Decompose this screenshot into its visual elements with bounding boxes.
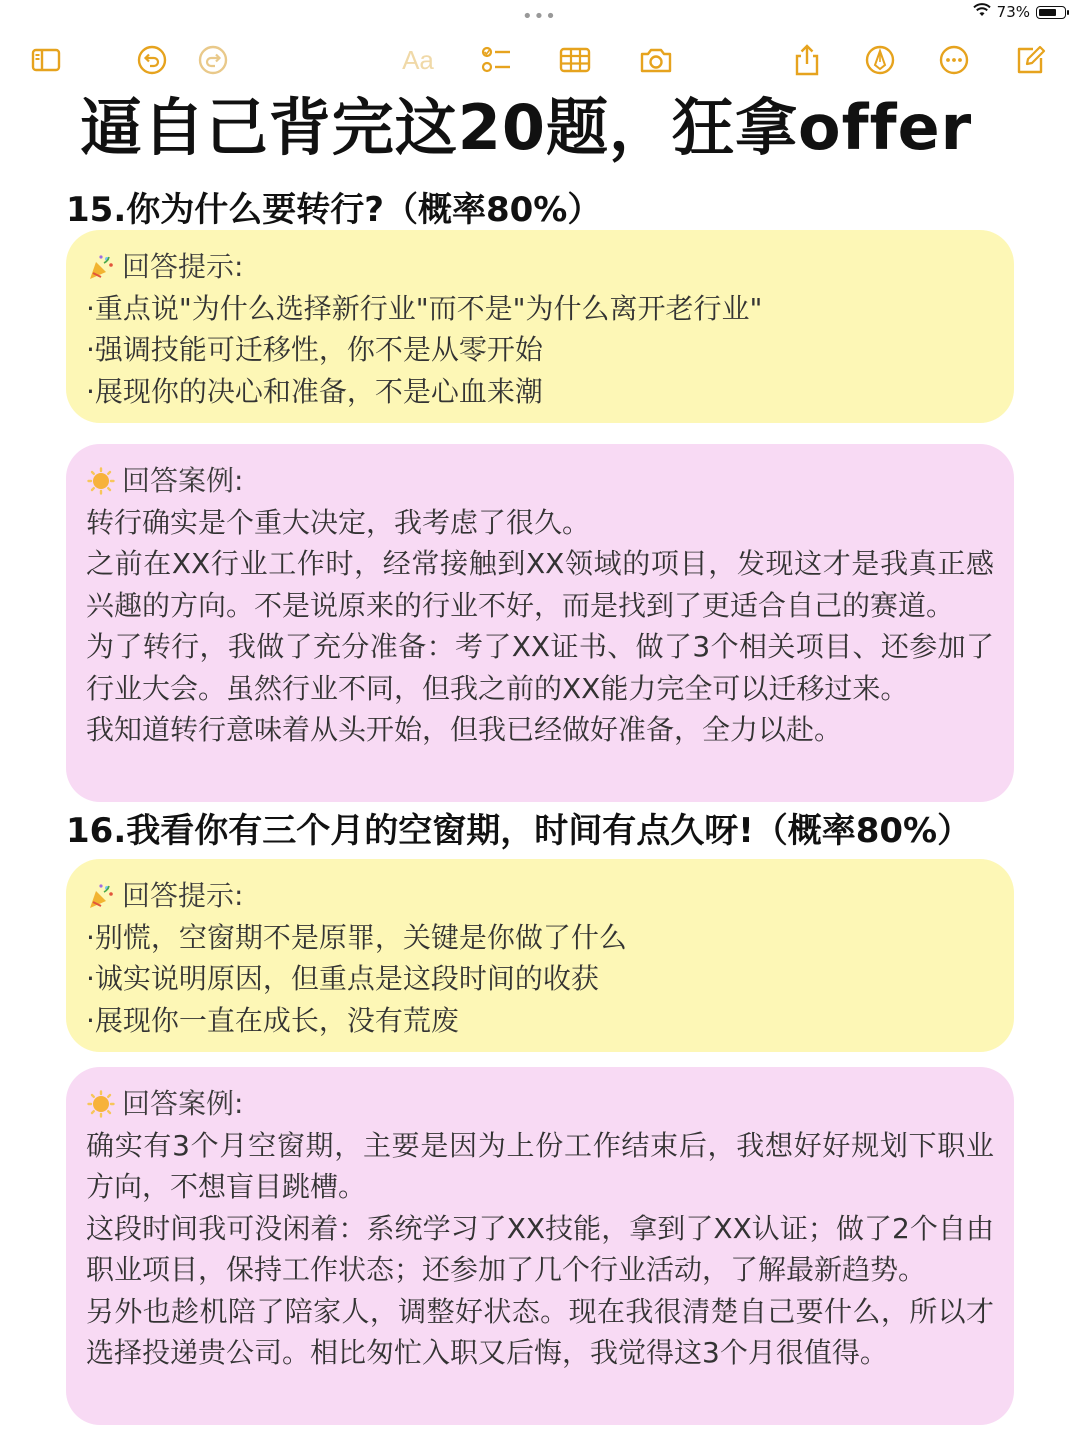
tip-item: ·别慌，空窗期不是原罪，关键是你做了什么 <box>86 920 627 954</box>
markup-pen-icon <box>863 43 897 77</box>
more-options-button[interactable] <box>934 40 974 80</box>
compose-icon <box>1013 43 1047 77</box>
redo-button[interactable] <box>193 40 233 80</box>
tip-item: ·重点说"为什么选择新行业"而不是"为什么离开老行业" <box>86 291 763 325</box>
example-paragraph: 之前在XX行业工作时，经常接触到XX领域的项目，发现这才是我真正感兴趣的方向。不是说原来的行业不好，而是找到了更适合自己的赛道。 <box>86 547 994 622</box>
tips-card[interactable] <box>66 230 1014 423</box>
question-heading[interactable]: 15.你为什么要转行?（概率80%） <box>66 190 602 230</box>
example-card[interactable] <box>66 444 1014 802</box>
undo-button[interactable] <box>132 40 172 80</box>
question-heading[interactable]: 16.我看你有三个月的空窗期，时间有点久呀!（概率80%） <box>66 811 972 851</box>
multitasking-dots[interactable]: ••• <box>522 6 557 27</box>
example-paragraph: 转行确实是个重大决定，我考虑了很久。 <box>86 505 591 539</box>
status-bar <box>0 0 1080 28</box>
example-header <box>86 460 994 502</box>
table-icon <box>558 43 592 77</box>
tips-card[interactable] <box>66 859 1014 1052</box>
battery-level <box>1039 9 1056 16</box>
notes-toolbar <box>0 40 1080 80</box>
tip-item: ·展现你一直在成长，没有荒废 <box>86 1003 459 1037</box>
tips-title: 回答提示: <box>122 879 244 912</box>
sidebar-toggle-button[interactable] <box>26 40 66 80</box>
text-format-button[interactable]: Aa <box>402 44 434 75</box>
party-popper-icon <box>86 881 116 911</box>
battery-icon <box>1036 6 1066 19</box>
tip-item: ·强调技能可迁移性，你不是从零开始 <box>86 333 543 366</box>
camera-icon <box>639 43 673 77</box>
note-title[interactable]: 逼自己背完这20题，狂拿offer <box>79 91 973 164</box>
sidebar-icon <box>29 43 63 77</box>
new-note-button[interactable] <box>1010 40 1050 80</box>
share-button[interactable] <box>787 40 827 80</box>
example-title: 回答案例: <box>122 1087 244 1120</box>
example-paragraph: 另外也趁机陪了陪家人，调整好状态。现在我很清楚自己要什么，所以才选择投递贵公司。相比匆忙入职又后悔，我觉得这3个月很值得。 <box>86 1294 994 1369</box>
markup-button[interactable] <box>860 40 900 80</box>
sun-icon <box>86 1089 116 1119</box>
example-paragraph: 这段时间我可没闲着：系统学习了XX技能，拿到了XX认证；做了2个自由职业项目，保持工作状态；还参加了几个行业活动，了解最新趋势。 <box>86 1211 994 1286</box>
ellipsis-icon <box>937 43 971 77</box>
share-icon <box>790 43 824 77</box>
redo-icon <box>196 43 230 77</box>
example-header <box>86 1083 994 1125</box>
undo-icon <box>135 43 169 77</box>
tip-item: ·展现你的决心和准备，不是心血来潮 <box>86 374 543 408</box>
example-title: 回答案例: <box>122 464 244 497</box>
battery-percent: 73% <box>996 3 1030 21</box>
example-card[interactable] <box>66 1067 1014 1425</box>
example-paragraph: 确实有3个月空窗期，主要是因为上份工作结束后，我想好好规划下职业方向，不想盲目跳槽。 <box>86 1128 994 1203</box>
table-button[interactable] <box>555 40 595 80</box>
camera-button[interactable] <box>636 40 676 80</box>
example-paragraph: 为了转行，我做了充分准备：考了XX证书、做了3个相关项目、还参加了行业大会。虽然行业不同，但我之前的XX能力完全可以迁移过来。 <box>86 630 994 705</box>
checklist-icon <box>479 43 513 77</box>
status-indicators <box>973 3 1066 21</box>
checklist-button[interactable] <box>476 40 516 80</box>
tips-title: 回答提示: <box>122 250 244 283</box>
example-paragraph: 我知道转行意味着从头开始，但我已经做好准备，全力以赴。 <box>86 713 843 746</box>
tips-header <box>86 875 994 917</box>
party-popper-icon <box>86 252 116 282</box>
tip-item: ·诚实说明原因，但重点是这段时间的收获 <box>86 962 599 995</box>
tips-header <box>86 246 994 288</box>
wifi-icon <box>973 3 991 21</box>
sun-icon <box>86 466 116 496</box>
